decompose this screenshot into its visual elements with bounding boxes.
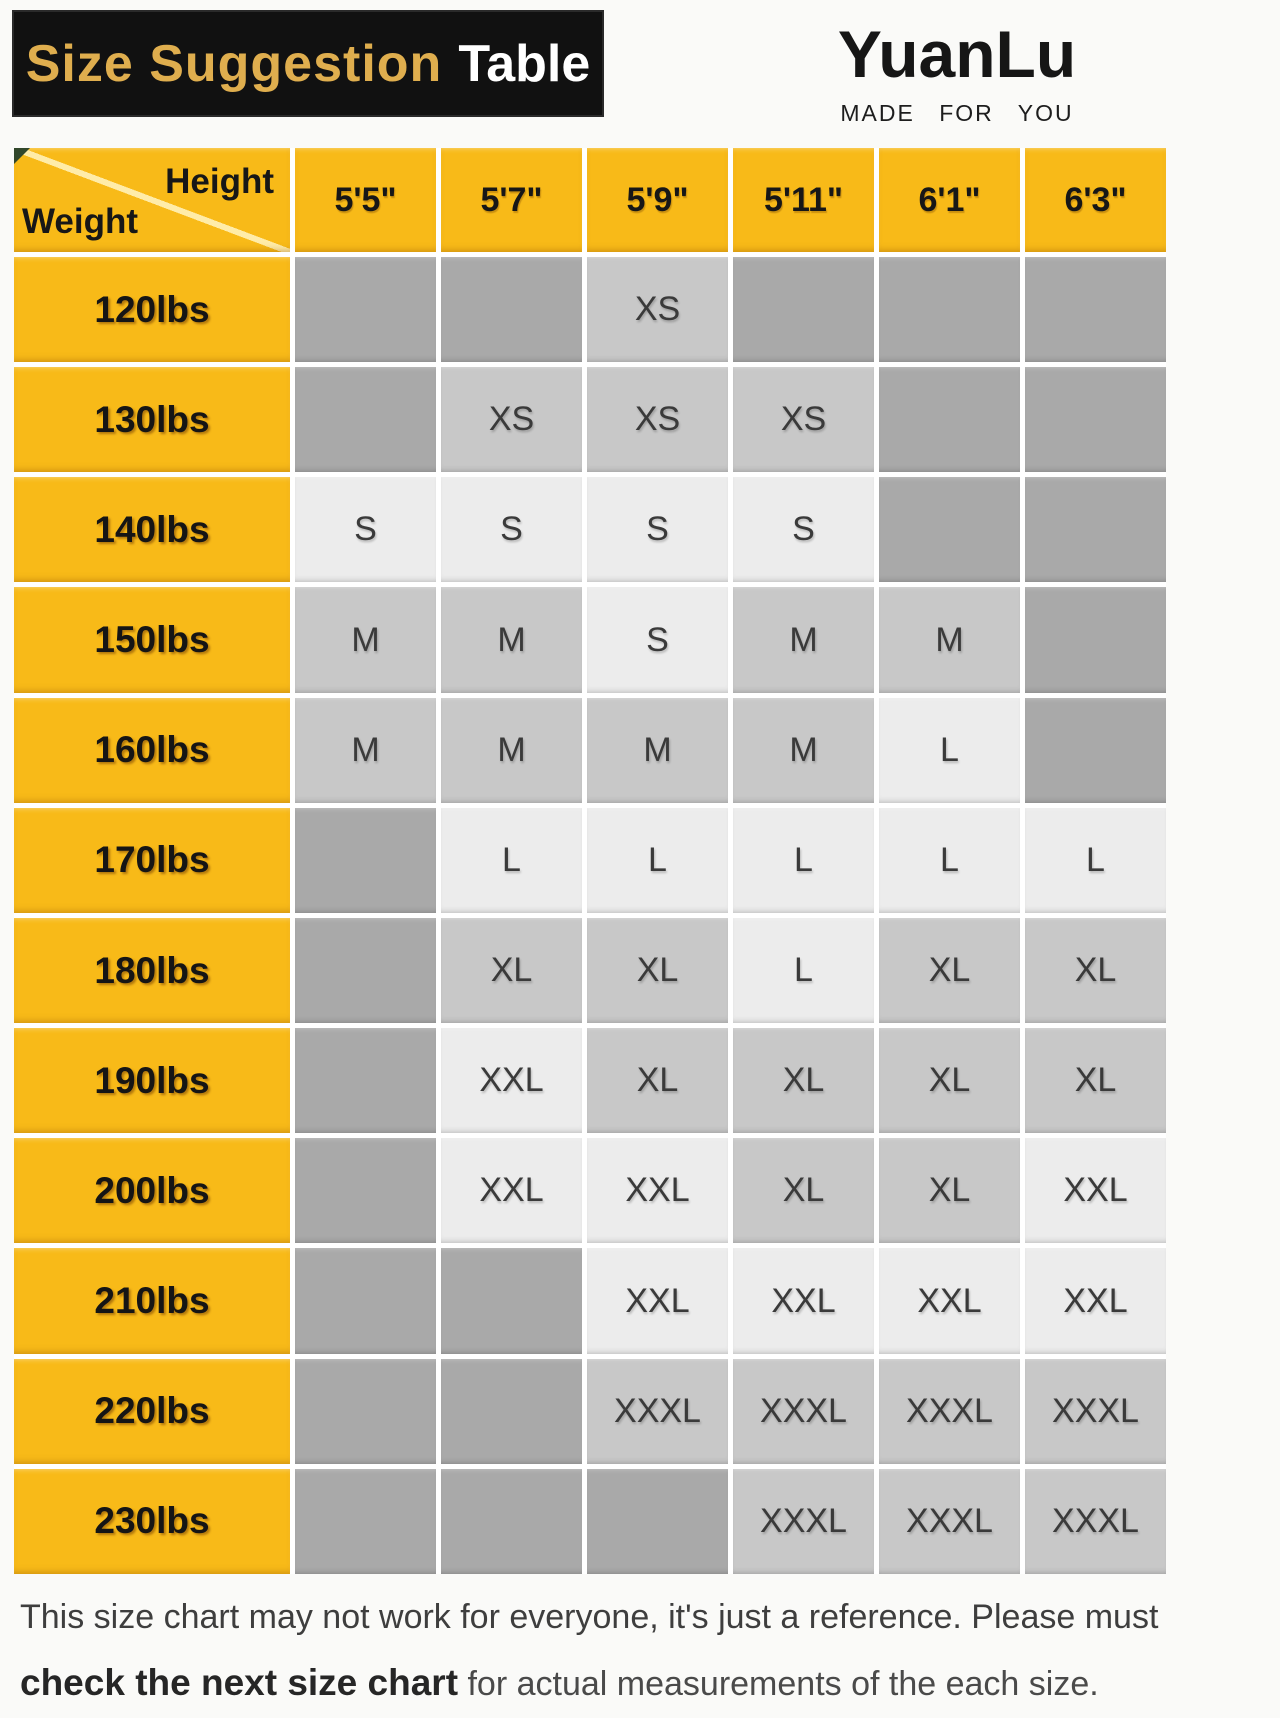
size-cell: XXL <box>587 1248 728 1353</box>
footer-note-line2 <box>20 1662 1268 1704</box>
size-cell <box>295 918 436 1023</box>
size-cell <box>1025 698 1166 803</box>
height-header-cell-0: 5'5" <box>295 148 436 252</box>
size-cell <box>879 257 1020 362</box>
size-cell <box>441 1359 582 1464</box>
height-header-cell-4: 6'1" <box>879 148 1020 252</box>
size-cell <box>1025 587 1166 692</box>
size-cell: XXL <box>587 1138 728 1243</box>
size-cell <box>295 1248 436 1353</box>
footer-note-line1: This size chart may not work for everyone, it's just a reference. Please must <box>20 1598 1159 1636</box>
size-cell: L <box>1025 808 1166 913</box>
size-cell: XXL <box>441 1138 582 1243</box>
size-cell: XXXL <box>587 1359 728 1464</box>
size-cell: XS <box>587 367 728 472</box>
weight-axis-label: Weight <box>22 202 139 241</box>
size-cell: XL <box>1025 1028 1166 1133</box>
size-cell <box>1025 477 1166 582</box>
size-cell <box>733 257 874 362</box>
size-cell <box>587 1469 728 1574</box>
weight-cell-220lbs: 220lbs <box>14 1359 290 1464</box>
size-cell: XL <box>879 1138 1020 1243</box>
size-cell <box>295 1138 436 1243</box>
corner-header-cell <box>14 148 290 252</box>
brand-name: YuanLu <box>837 17 1077 91</box>
height-header-cell-5: 6'3" <box>1025 148 1166 252</box>
height-axis-label: Height <box>165 162 274 201</box>
size-cell: XL <box>587 1028 728 1133</box>
size-cell: XL <box>879 918 1020 1023</box>
size-cell: XXXL <box>879 1359 1020 1464</box>
size-cell: L <box>733 808 874 913</box>
size-cell: XS <box>733 367 874 472</box>
title-banner <box>12 10 604 117</box>
size-cell: M <box>733 698 874 803</box>
size-cell: XL <box>441 918 582 1023</box>
size-cell <box>295 367 436 472</box>
size-cell: XXL <box>1025 1138 1166 1243</box>
size-cell: XL <box>733 1028 874 1133</box>
size-cell: S <box>587 477 728 582</box>
size-cell <box>441 257 582 362</box>
size-cell: XS <box>441 367 582 472</box>
page-title-rest: Table <box>458 34 591 93</box>
weight-cell-170lbs: 170lbs <box>14 808 290 913</box>
weight-cell-150lbs: 150lbs <box>14 587 290 692</box>
brand-tagline: MADE FOR YOU <box>840 99 1074 126</box>
footer-note-rest: for actual measurements of the each size. <box>458 1665 1099 1703</box>
size-cell <box>295 1359 436 1464</box>
weight-cell-200lbs: 200lbs <box>14 1138 290 1243</box>
weight-cell-210lbs: 210lbs <box>14 1248 290 1353</box>
height-header-cell-2: 5'9" <box>587 148 728 252</box>
size-cell: L <box>441 808 582 913</box>
size-cell: S <box>733 477 874 582</box>
size-cell: S <box>441 477 582 582</box>
size-cell: XL <box>733 1138 874 1243</box>
size-cell <box>1025 257 1166 362</box>
size-cell <box>295 1028 436 1133</box>
size-cell <box>879 367 1020 472</box>
size-cell: L <box>733 918 874 1023</box>
size-cell: M <box>587 698 728 803</box>
size-cell <box>879 477 1020 582</box>
size-cell <box>441 1248 582 1353</box>
size-cell: XXL <box>733 1248 874 1353</box>
size-cell: XL <box>879 1028 1020 1133</box>
size-cell: XXL <box>441 1028 582 1133</box>
height-header-cell-1: 5'7" <box>441 148 582 252</box>
size-cell: XXXL <box>1025 1469 1166 1574</box>
size-cell: S <box>295 477 436 582</box>
size-cell: L <box>879 808 1020 913</box>
weight-cell-120lbs: 120lbs <box>14 257 290 362</box>
size-cell: XXXL <box>733 1469 874 1574</box>
size-cell: XXXL <box>733 1359 874 1464</box>
size-table <box>14 148 1166 1574</box>
height-header-cell-3: 5'11" <box>733 148 874 252</box>
size-cell <box>1025 367 1166 472</box>
size-cell: XXL <box>1025 1248 1166 1353</box>
size-cell: XXL <box>879 1248 1020 1353</box>
size-cell: M <box>879 587 1020 692</box>
weight-cell-190lbs: 190lbs <box>14 1028 290 1133</box>
size-cell: L <box>879 698 1020 803</box>
size-cell: XL <box>1025 918 1166 1023</box>
weight-cell-130lbs: 130lbs <box>14 367 290 472</box>
weight-cell-160lbs: 160lbs <box>14 698 290 803</box>
size-cell: L <box>587 808 728 913</box>
size-cell: S <box>587 587 728 692</box>
size-cell: M <box>733 587 874 692</box>
size-cell: XXXL <box>879 1469 1020 1574</box>
size-cell <box>441 1469 582 1574</box>
size-cell: XL <box>587 918 728 1023</box>
size-cell <box>295 1469 436 1574</box>
page-title-highlight: Size Suggestion <box>25 34 443 93</box>
size-cell <box>295 257 436 362</box>
size-cell: M <box>295 698 436 803</box>
footer-note-bold: check the next size chart <box>20 1662 459 1703</box>
weight-cell-230lbs: 230lbs <box>14 1469 290 1574</box>
size-cell <box>295 808 436 913</box>
size-cell: XS <box>587 257 728 362</box>
weight-cell-180lbs: 180lbs <box>14 918 290 1023</box>
brand-block <box>792 12 1122 127</box>
size-cell: M <box>441 698 582 803</box>
size-cell: M <box>441 587 582 692</box>
corner-triangle-icon <box>14 148 30 164</box>
size-cell: M <box>295 587 436 692</box>
weight-cell-140lbs: 140lbs <box>14 477 290 582</box>
size-cell: XXXL <box>1025 1359 1166 1464</box>
